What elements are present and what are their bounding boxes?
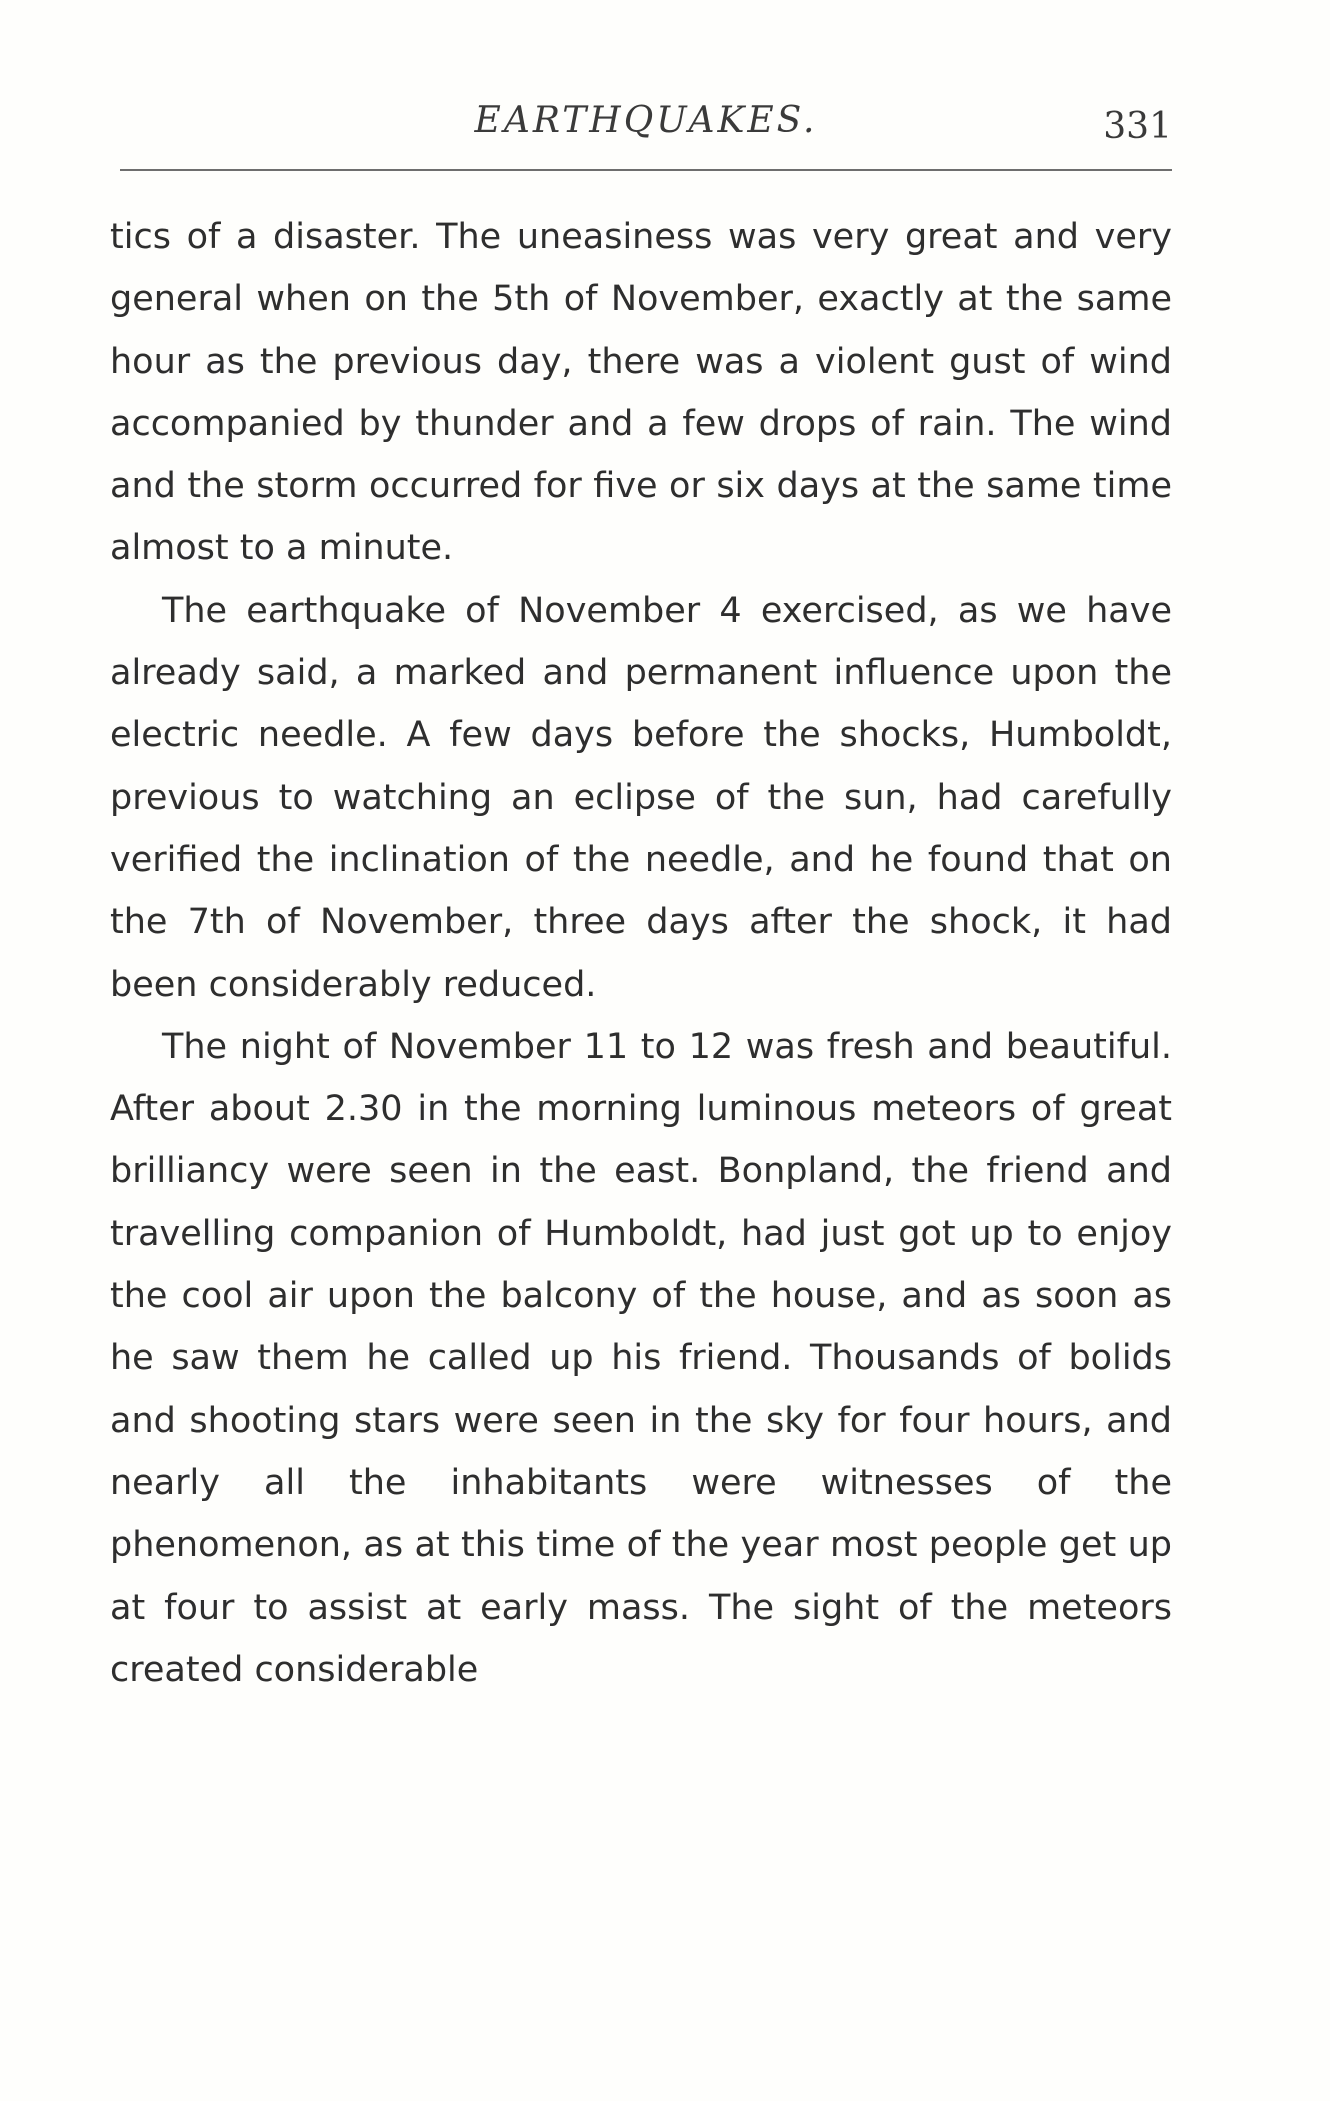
- header-rule: [120, 169, 1172, 171]
- paragraph-continuation: tics of a disaster. The uneasiness was very great and very general when on the 5th of November, exactly at the same hour as the previous day, there was a violent gust of wind accompanied by thunder and a few drops of rain. The wind and the storm occurred for five or six days at the same time almost to a minute.: [110, 217, 1172, 569]
- paragraph-meteors: The night of November 11 to 12 was fresh and beautiful. After about 2.30 in the morning luminous meteors of great brilliancy were seen in the east. Bonpland, the friend and travelling companion of Humboldt, had just got up to enjoy the cool air upon the balcony of the house, and as soon as he saw them he called up his friend. Thousands of bolids and shooting stars were seen in the sky for four hours, and nearly all the inhabitants were witnesses of the phenomenon, as at this time of the year most people get up at four to assist at early mass. The sight of the meteors created considerable: [110, 1026, 1172, 1690]
- body-text: [110, 206, 1172, 1701]
- running-title: EARTHQUAKES.: [474, 100, 818, 141]
- page-number: 331: [1103, 106, 1172, 147]
- paragraph-earthquake-needle: The earthquake of November 4 exercised, as we have already said, a marked and permanent influence upon the electric needle. A few days before the shocks, Humboldt, previous to watching an eclipse of the sun, had carefully verified the inclination of the needle, and he found that on the 7th of November, three days after the shock, it had been considerably reduced.: [110, 590, 1172, 1005]
- running-head: [120, 100, 1172, 160]
